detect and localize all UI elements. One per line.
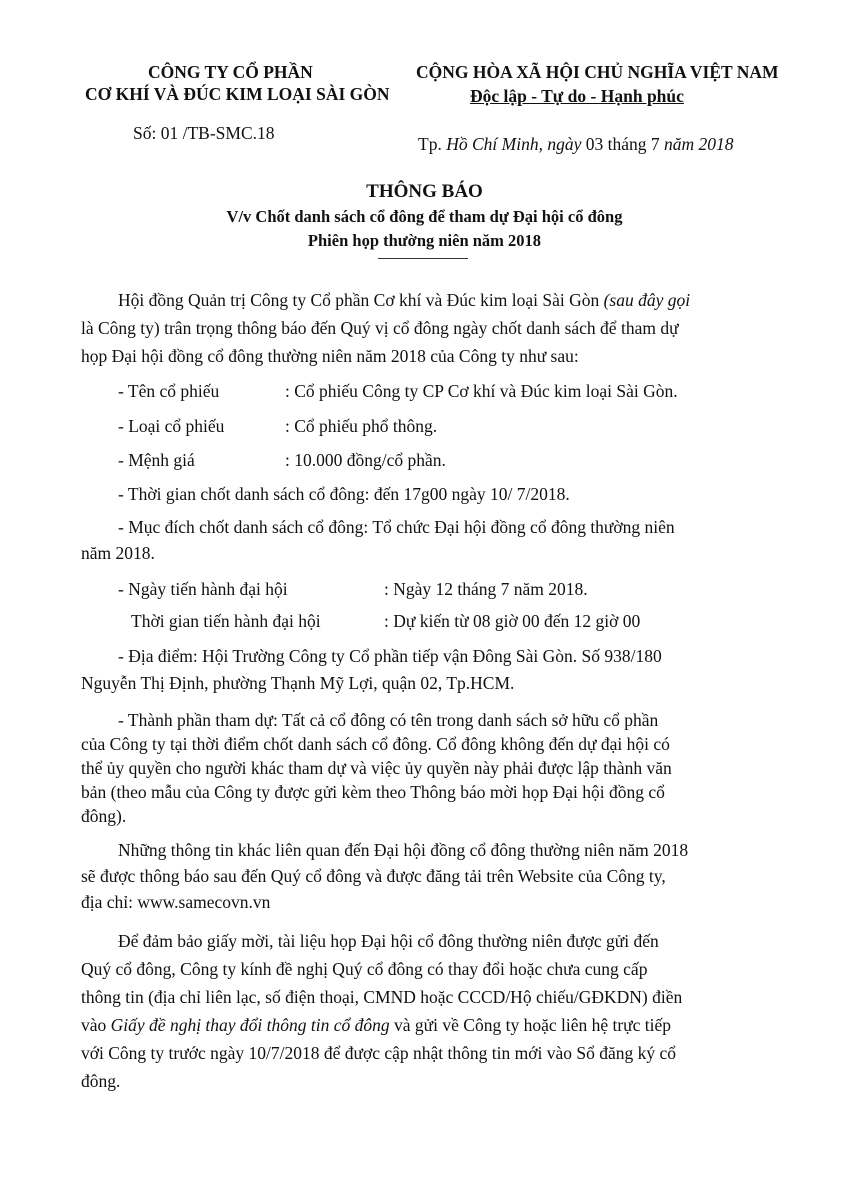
item-stock-type-value: : Cổ phiếu phổ thông. [285, 416, 438, 436]
date-year: năm 2018 [664, 134, 734, 154]
item-stock-type-label: - Loại cổ phiếu [118, 416, 225, 436]
nation-motto: Độc lập - Tự do - Hạnh phúc [470, 86, 684, 106]
company-name-line2: CƠ KHÍ VÀ ĐÚC KIM LOẠI SÀI GÒN [85, 84, 390, 104]
purpose-line-2: năm 2018. [81, 543, 155, 563]
intro-text: Hội đồng Quản trị Công ty Cổ phần Cơ khí và Đúc kim loại Sài Gòn [118, 290, 604, 310]
participants-line-2: của Công ty tại thời điểm chốt danh sách cổ đông. Cổ đông không đến dự đại hội có [81, 734, 670, 754]
intro-line-2: là Công ty) trân trọng thông báo đến Quý vị cổ đông ngày chốt danh sách để tham dự [81, 318, 679, 338]
issue-date [418, 134, 734, 155]
date-day: 03 [581, 134, 608, 154]
document-number: Số: 01 /TB-SMC.18 [133, 123, 275, 143]
date-month-word: tháng [607, 134, 651, 154]
other-info-line-2: sẽ được thông báo sau đến Quý cổ đông và được đăng tải trên Website của Công ty, [81, 866, 666, 886]
item-stock-name-label: - Tên cổ phiếu [118, 381, 220, 401]
update-line-2: Quý cổ đông, Công ty kính đề nghị Quý cổ đông có thay đổi hoặc chưa cung cấp [81, 959, 648, 979]
other-info-line-3: địa chỉ: www.samecovn.vn [81, 892, 271, 912]
participants-line-5: đông). [81, 806, 127, 826]
venue-line-1: - Địa điểm: Hội Trường Công ty Cổ phần tiếp vận Đông Sài Gòn. Số 938/180 [118, 646, 662, 666]
intro-italic: (sau đây gọi [603, 290, 691, 310]
date-prefix: Tp. [418, 134, 447, 154]
update-line-1: Để đảm bảo giấy mời, tài liệu họp Đại hội cổ đông thường niên được gửi đến [118, 931, 659, 951]
other-info-line-1: Những thông tin khác liên quan đến Đại hội đồng cổ đông thường niên năm 2018 [118, 840, 689, 860]
intro-line-3: họp Đại hội đồng cổ đông thường niên năm 2018 của Công ty như sau: [81, 346, 579, 366]
meeting-date-value: : Ngày 12 tháng 7 năm 2018. [384, 579, 588, 599]
notice-subject-line1: V/v Chốt danh sách cổ đông để tham dự Đại hội cổ đông [226, 207, 623, 226]
update-line-3: thông tin (địa chỉ liên lạc, số điện thoại, CMND hoặc CCCD/Hộ chiếu/GĐKDN) điền [81, 987, 683, 1007]
participants-line-4: bản (theo mẫu của Công ty được gửi kèm theo Thông báo mời họp Đại hội đồng cổ [81, 782, 665, 802]
update-form-name: Giấy đề nghị thay đổi thông tin cổ đông [110, 1015, 390, 1035]
notice-title: THÔNG BÁO [366, 181, 483, 202]
meeting-time-label: Thời gian tiến hành đại hội [131, 611, 321, 631]
meeting-time-value: : Dự kiến từ 08 giờ 00 đến 12 giờ 00 [384, 611, 641, 631]
date-city: Hồ Chí Minh [446, 134, 539, 154]
venue-line-2: Nguyễn Thị Định, phường Thạnh Mỹ Lợi, quận 02, Tp.HCM. [81, 673, 515, 693]
purpose-line-1: - Mục đích chốt danh sách cổ đông: Tổ chức Đại hội đồng cổ đông thường niên [118, 517, 675, 537]
item-par-value-label: - Mệnh giá [118, 450, 195, 470]
date-ngay: , ngày [538, 134, 582, 154]
intro-line-1 [118, 290, 690, 311]
record-time: - Thời gian chốt danh sách cổ đông: đến 17g00 ngày 10/ 7/2018. [118, 484, 570, 504]
meeting-date-label: - Ngày tiến hành đại hội [118, 579, 288, 599]
participants-line-1: - Thành phần tham dự: Tất cả cổ đông có tên trong danh sách sở hữu cổ phần [118, 710, 659, 730]
update-text-b: và gửi về Công ty hoặc liên hệ trực tiếp [389, 1015, 672, 1035]
company-name-line1: CÔNG TY CỔ PHẦN [148, 62, 313, 82]
title-divider [378, 258, 468, 259]
update-line-6: đông. [81, 1071, 121, 1091]
item-par-value-value: : 10.000 đồng/cổ phần. [285, 450, 446, 470]
update-line-4 [81, 1015, 671, 1036]
date-month: 7 [650, 134, 664, 154]
update-line-5: với Công ty trước ngày 10/7/2018 để được cập nhật thông tin mới vào Sổ đăng ký cổ [81, 1043, 676, 1063]
item-stock-name-value: : Cổ phiếu Công ty CP Cơ khí và Đúc kim loại Sài Gòn. [285, 381, 678, 401]
nation-title: CỘNG HÒA XÃ HỘI CHỦ NGHĨA VIỆT NAM [416, 62, 779, 82]
update-text-a: vào [81, 1015, 111, 1035]
participants-line-3: thể ủy quyền cho người khác tham dự và việc ủy quyền này phải được lập thành văn [81, 758, 672, 778]
notice-subject-line2: Phiên họp thường niên năm 2018 [307, 231, 542, 250]
